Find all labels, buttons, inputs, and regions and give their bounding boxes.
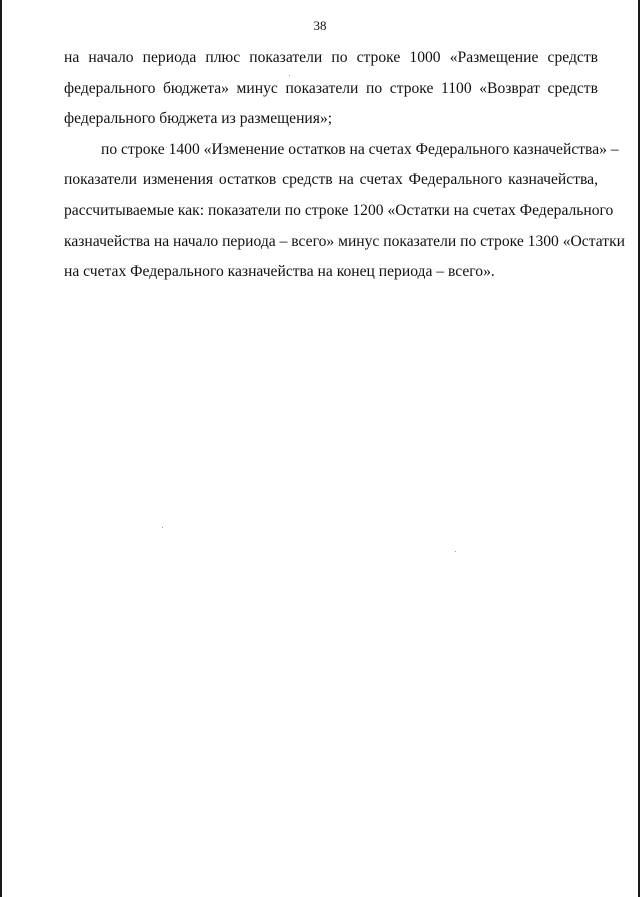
- text-line: по строке 1400 «Изменение остатков на счетах Федерального казначейства» –: [101, 140, 619, 158]
- paragraph-1: [64, 43, 598, 135]
- scan-speck: [455, 551, 456, 552]
- text-line: федерального бюджета» минус показатели по строке 1100 «Возврат средств: [64, 79, 598, 97]
- page-number: 38: [313, 18, 327, 33]
- paragraph-2: [64, 135, 625, 288]
- text-line: на начало периода плюс показатели по строке 1000 «Размещение средств: [64, 49, 598, 66]
- text-line: на счетах Федерального казначейства на конец периода – всего».: [64, 263, 495, 281]
- text-line: федерального бюджета из размещения»;: [64, 110, 333, 128]
- text-line: рассчитываемые как: показатели по строке 1200 «Остатки на счетах Федерального: [64, 201, 614, 219]
- document-body: [64, 43, 625, 288]
- text-line: казначейства на начало периода – всего» минус показатели по строке 1300 «Остатки: [64, 232, 625, 250]
- text-line: показатели изменения остатков средств на счетах Федерального казначейства,: [64, 171, 598, 189]
- scan-speck: [162, 527, 163, 528]
- scan-speck: [289, 75, 290, 76]
- scan-border-left: [0, 0, 2, 897]
